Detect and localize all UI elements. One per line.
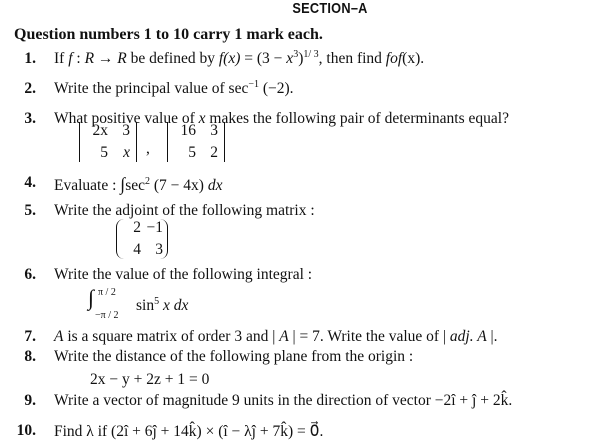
question-text: [54, 328, 498, 346]
plane-equation: 2x − y + 2z + 1 = 0: [90, 371, 210, 388]
text-fragment: →: [94, 50, 118, 67]
integral-sign: ∫: [88, 285, 95, 310]
lower-limit: −π / 2: [95, 310, 119, 321]
question-text: [54, 174, 222, 195]
comma: ,: [146, 140, 150, 157]
text-fragment: 2: [210, 144, 218, 161]
determinant-1: [79, 122, 137, 162]
text-fragment: 4: [133, 241, 141, 258]
text-fragment: −1: [146, 219, 163, 236]
question-number: 5.: [24, 202, 36, 219]
text-fragment: , then find: [318, 50, 386, 67]
text-fragment: (x).: [402, 50, 425, 67]
question-number: 4.: [24, 174, 36, 191]
text-fragment: fof: [385, 50, 403, 67]
text-fragment: 5: [154, 296, 160, 307]
text-fragment: x: [198, 110, 206, 127]
text-fragment: | = 7. Write the value of |: [288, 328, 450, 345]
text-fragment: |.: [486, 328, 498, 345]
upper-limit: π / 2: [98, 287, 116, 298]
text-fragment: adj. A: [449, 328, 487, 345]
text-fragment: Evaluate :: [54, 177, 121, 194]
text-fragment: 5: [188, 144, 196, 161]
matrix: [116, 219, 168, 259]
text-fragment: :: [72, 50, 85, 67]
text-fragment: 16: [180, 122, 196, 139]
question-number: 6.: [24, 266, 36, 283]
text-fragment: 3: [122, 122, 130, 139]
text-fragment: A: [54, 328, 64, 345]
text-fragment: sec: [125, 177, 146, 194]
text-fragment: sin: [136, 297, 155, 314]
text-fragment: R: [117, 50, 127, 67]
question-text: Write the adjoint of the following matrix :: [54, 202, 315, 219]
text-fragment: f(x): [218, 50, 241, 67]
text-fragment: ): [298, 50, 304, 67]
question-text: [54, 422, 323, 441]
text-fragment: 3: [210, 122, 218, 139]
text-fragment: 2: [145, 176, 151, 187]
text-fragment: (7 − 4x): [150, 177, 208, 194]
text-fragment: makes the following pair of determinants equal?: [205, 110, 509, 127]
text-fragment: f: [68, 50, 73, 67]
question-number: 9.: [24, 392, 36, 409]
question-text: [54, 80, 294, 98]
question-text: Write the distance of the following plane from the origin :: [54, 348, 414, 365]
text-fragment: be defined by: [126, 50, 219, 67]
section-title: SECTION–A: [292, 0, 368, 17]
text-fragment: 3: [293, 49, 299, 60]
question-number: 7.: [24, 328, 36, 345]
text-fragment: (−2).: [258, 80, 294, 97]
question-number: 8.: [24, 348, 36, 365]
instruction-heading: Question numbers 1 to 10 carry 1 mark each.: [14, 26, 323, 43]
text-fragment: 0⃗: [309, 423, 320, 440]
text-fragment: What positive value of: [54, 110, 199, 127]
text-fragment: dx: [207, 177, 223, 194]
question-number: 3.: [24, 110, 36, 127]
integrand: [136, 297, 188, 315]
text-fragment: 3: [155, 241, 163, 258]
text-fragment: R: [84, 50, 95, 67]
text-fragment: .: [319, 423, 324, 440]
text-fragment: 2: [133, 219, 141, 236]
question-text: Write the value of the following integral :: [54, 266, 313, 283]
text-fragment: If: [54, 50, 69, 67]
text-fragment: 2x: [92, 122, 108, 139]
text-fragment: = (3 −: [240, 50, 287, 67]
question-text: Write a vector of magnitude 9 units in the direction of vector −2î + ĵ + 2k̂.: [54, 392, 513, 409]
text-fragment: x: [123, 144, 130, 161]
text-fragment: ∫: [120, 174, 126, 194]
text-fragment: x dx: [159, 297, 189, 314]
question-text: [54, 50, 424, 68]
text-fragment: 5: [100, 144, 108, 161]
text-fragment: Write the principal value of sec: [54, 80, 249, 97]
text-fragment: −1: [248, 79, 259, 90]
determinant-2: [167, 122, 225, 162]
text-fragment: 1/ 3: [303, 49, 319, 60]
text-fragment: is a square matrix of order 3 and |: [63, 328, 280, 345]
question-number: 1.: [24, 50, 36, 67]
text-fragment: x: [286, 50, 294, 67]
text-fragment: A: [279, 328, 289, 345]
text-fragment: Find λ if (2î + 6ĵ + 14k̂) × (î − λĵ + 7k̂) =: [54, 423, 310, 440]
question-number: 2.: [24, 80, 36, 97]
question-number: 10.: [16, 422, 36, 439]
